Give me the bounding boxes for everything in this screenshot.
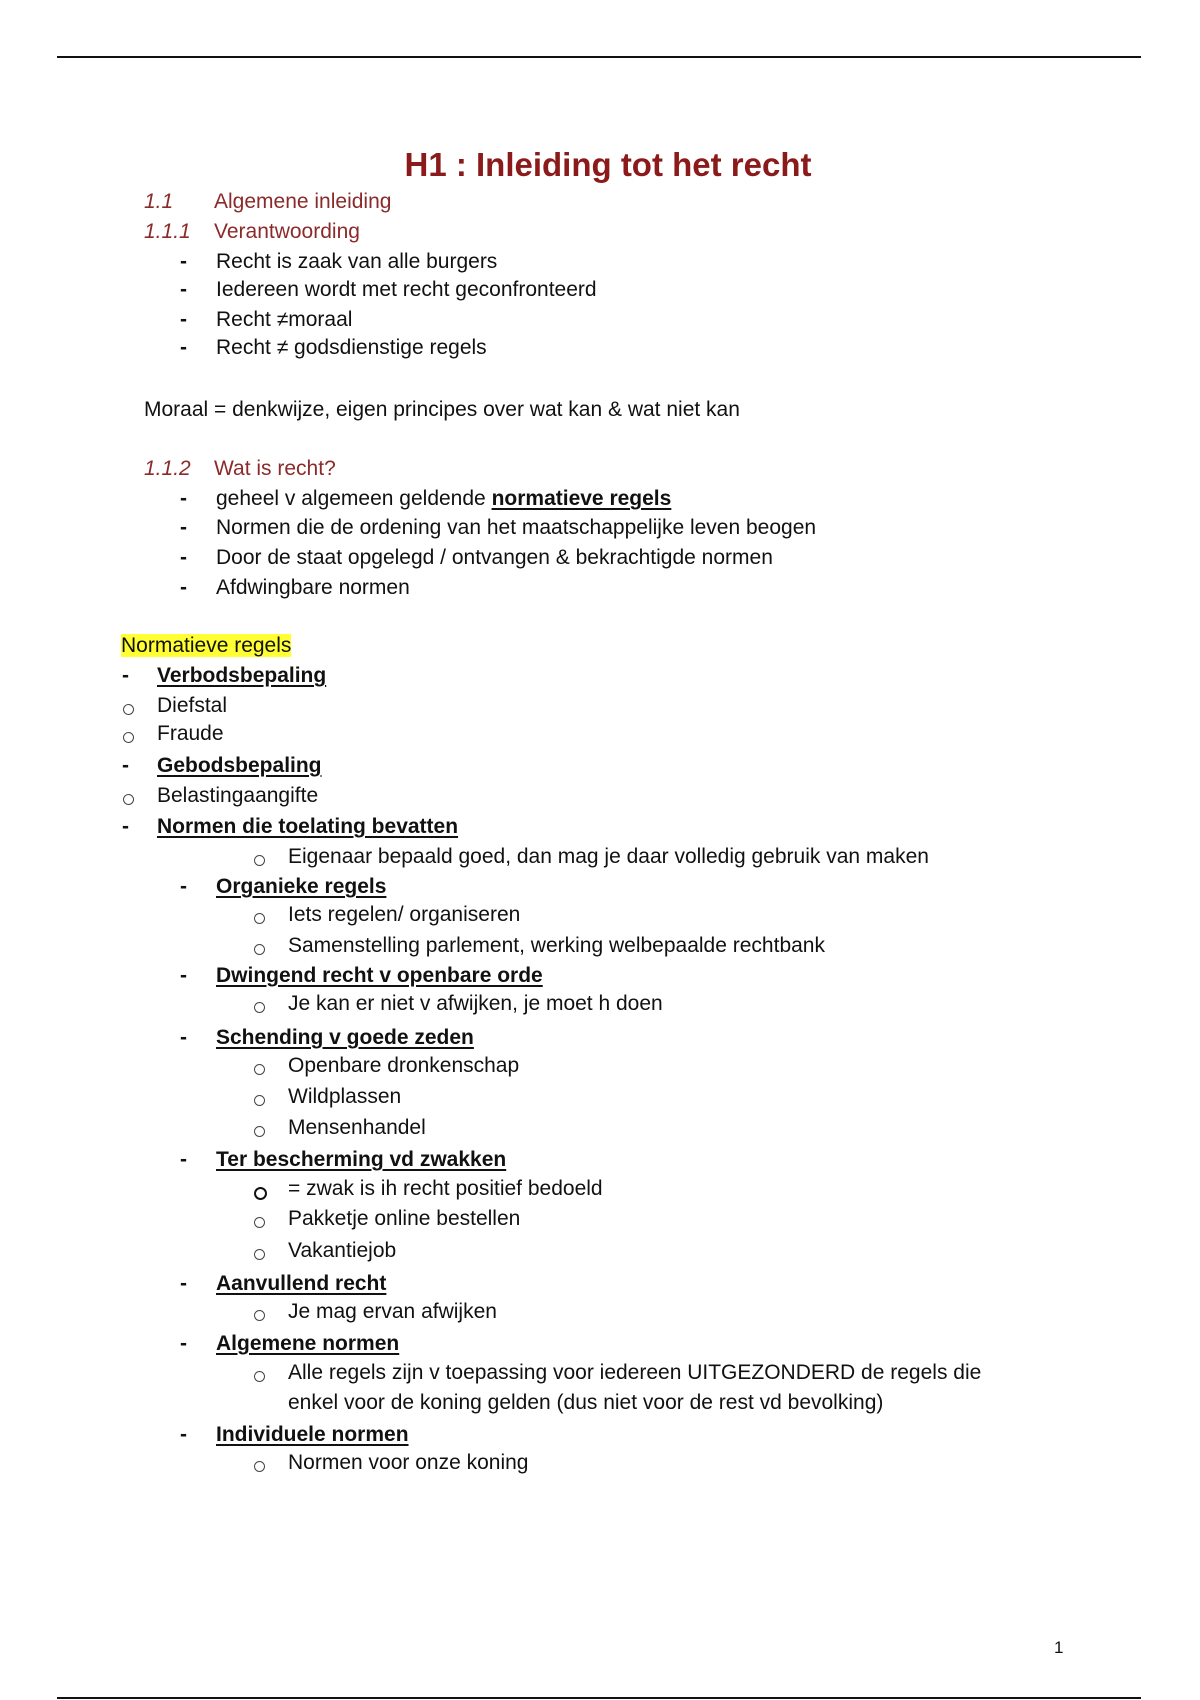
list-item: Wildplassen <box>288 1085 402 1108</box>
bullet-dash: - <box>180 250 187 273</box>
bullet-dash: - <box>180 487 187 510</box>
verbodsbepaling-label: Verbodsbepaling <box>157 664 327 687</box>
highlighted-text: Normatieve regels <box>121 634 292 657</box>
bottom-rule <box>57 1697 1141 1699</box>
bullet-dash: - <box>122 754 129 777</box>
bullet-circle-icon <box>254 1371 265 1382</box>
list-item-continued: enkel voor de koning gelden (dus niet voor de rest vd bevolking) <box>288 1391 884 1414</box>
list-item: Mensenhandel <box>288 1116 426 1139</box>
bullet-circle-icon <box>254 1187 267 1200</box>
bullet-dash: - <box>122 815 129 838</box>
bullet-circle-icon <box>254 1064 265 1075</box>
bullet-circle-icon <box>254 1126 265 1137</box>
bullet-dash: - <box>180 1148 187 1171</box>
bullet-dash: - <box>180 546 187 569</box>
bullet-dash: - <box>180 576 187 599</box>
moraal-definition: Moraal = denkwijze, eigen principes over wat kan & wat niet kan <box>144 398 740 421</box>
bullet-circle-icon <box>254 1217 265 1228</box>
list-item: Openbare dronkenschap <box>288 1054 520 1077</box>
bullet-circle-icon <box>254 1002 265 1013</box>
list-item: Eigenaar bepaald goed, dan mag je daar volledig gebruik van maken <box>288 845 929 868</box>
bullet-dash: - <box>180 308 187 331</box>
bullet-circle-icon <box>254 913 265 924</box>
toelating-label: Normen die toelating bevatten <box>157 815 459 838</box>
bullet-circle-icon <box>254 855 265 866</box>
list-item-text: geheel v algemeen geldende <box>216 487 492 510</box>
list-item: Iedereen wordt met recht geconfronteerd <box>216 278 597 301</box>
list-item: Afdwingbare normen <box>216 576 410 599</box>
list-item: Pakketje online bestellen <box>288 1207 521 1230</box>
list-item: Recht ≠ godsdienstige regels <box>216 336 487 359</box>
list-item: Vakantiejob <box>288 1239 397 1262</box>
bullet-circle-icon <box>123 704 134 715</box>
section-1-1-title: Algemene inleiding <box>214 190 392 213</box>
aanvullend-recht-label: Aanvullend recht <box>216 1272 387 1295</box>
list-item: Samenstelling parlement, werking welbepaalde rechtbank <box>288 934 825 957</box>
list-item: Je kan er niet v afwijken, je moet h doen <box>288 992 663 1015</box>
bullet-circle-icon <box>254 1461 265 1472</box>
bullet-dash: - <box>180 964 187 987</box>
bullet-dash: - <box>180 1332 187 1355</box>
algemene-normen-label: Algemene normen <box>216 1332 400 1355</box>
bullet-dash: - <box>180 1272 187 1295</box>
bullet-dash: - <box>180 1423 187 1446</box>
list-item <box>216 485 671 513</box>
bullet-dash: - <box>180 1026 187 1049</box>
gebodsbepaling-label: Gebodsbepaling <box>157 754 322 777</box>
list-item: Door de staat opgelegd / ontvangen & bekrachtigde normen <box>216 546 773 569</box>
bullet-circle-icon <box>123 732 134 743</box>
bullet-dash: - <box>180 278 187 301</box>
bullet-circle-icon <box>254 1095 265 1106</box>
list-item: Recht ≠moraal <box>216 308 353 331</box>
bullet-dash: - <box>180 516 187 539</box>
organieke-regels-label: Organieke regels <box>216 875 387 898</box>
section-1-1-1-number: 1.1.1 <box>144 220 191 243</box>
section-1-1-2-number: 1.1.2 <box>144 457 191 480</box>
list-item: Je mag ervan afwijken <box>288 1300 497 1323</box>
schending-label: Schending v goede zeden <box>216 1026 474 1049</box>
section-1-1-number: 1.1 <box>144 190 174 213</box>
page-number: 1 <box>1054 1638 1064 1657</box>
list-item: Normen die de ordening van het maatschappelijke leven beogen <box>216 516 817 539</box>
normatieve-regels-heading <box>121 632 291 660</box>
list-item: Belastingaangifte <box>157 784 319 807</box>
bullet-dash: - <box>122 664 129 687</box>
list-item: Iets regelen/ organiseren <box>288 903 521 926</box>
bullet-dash: - <box>180 336 187 359</box>
section-1-1-2-title: Wat is recht? <box>214 457 336 480</box>
bullet-dash: - <box>180 875 187 898</box>
section-1-1-1-title: Verantwoording <box>214 220 360 243</box>
top-rule <box>57 56 1141 58</box>
individuele-normen-label: Individuele normen <box>216 1423 409 1446</box>
list-item: Diefstal <box>157 694 228 717</box>
page-title: H1 : Inleiding tot het recht <box>404 146 812 183</box>
bullet-circle-icon <box>254 1310 265 1321</box>
list-item: = zwak is ih recht positief bedoeld <box>288 1177 603 1200</box>
list-item: Fraude <box>157 722 224 745</box>
bullet-circle-icon <box>123 794 134 805</box>
normatieve-regels-term: normatieve regels <box>491 487 672 510</box>
list-item: Alle regels zijn v toepassing voor iedereen UITGEZONDERD de regels die <box>288 1361 982 1384</box>
zwakken-label: Ter bescherming vd zwakken <box>216 1148 507 1171</box>
bullet-circle-icon <box>254 944 265 955</box>
list-item: Recht is zaak van alle burgers <box>216 250 498 273</box>
bullet-circle-icon <box>254 1249 265 1260</box>
list-item: Normen voor onze koning <box>288 1451 529 1474</box>
dwingend-recht-label: Dwingend recht v openbare orde <box>216 964 543 987</box>
